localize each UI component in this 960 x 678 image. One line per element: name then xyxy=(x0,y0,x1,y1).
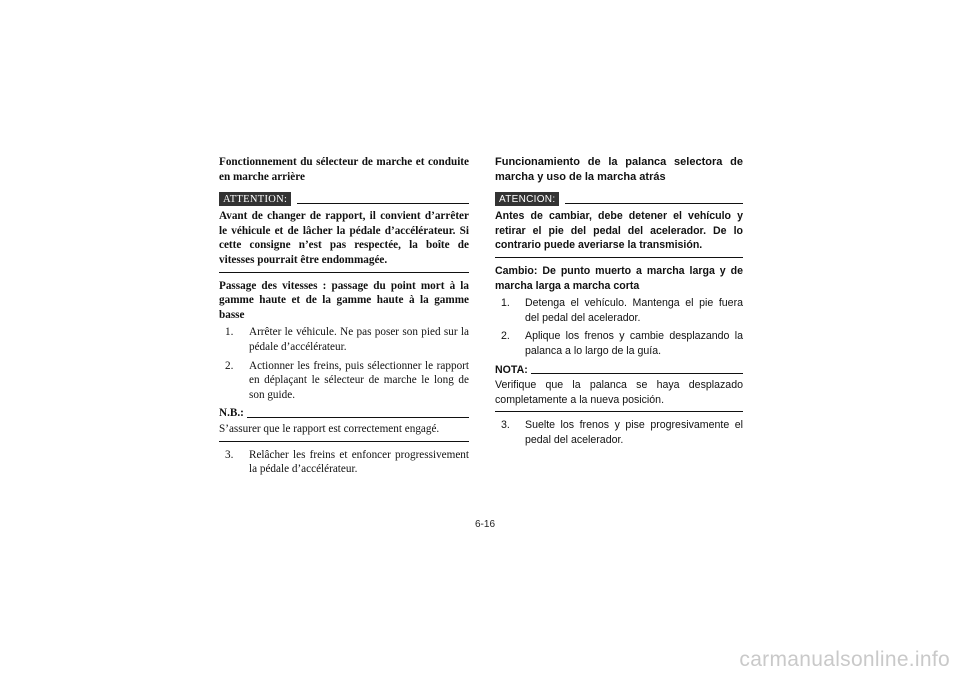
note-text: Verifique que la palanca se haya desplazado completamente a la nueva posición. xyxy=(495,379,743,406)
note-label: N.B.: xyxy=(219,407,244,420)
step-item xyxy=(495,329,743,358)
attention-header xyxy=(219,192,469,206)
section-heading: Fonctionnement du sélecteur de marche et conduite en marche arrière xyxy=(219,156,469,183)
attention-rule xyxy=(297,203,469,204)
step-text: Arrêter le véhicule. Ne pas poser son pied sur la pédale d’accélérateur. xyxy=(249,326,469,353)
note-header xyxy=(219,406,469,421)
note-end-rule xyxy=(219,441,469,442)
note-end-rule xyxy=(495,411,743,412)
page-number: 6-16 xyxy=(474,519,495,530)
attention-header xyxy=(495,192,743,206)
step-text: Actionner les freins, puis sélectionner le rapport en déplaçant le sélecteur de marche le long de son guide. xyxy=(249,359,469,401)
attention-text: Antes de cambiar, debe detener el vehículo y retirar el pie del pedal del acelerador. De lo contrario puede averiarse la transmisión. xyxy=(495,210,743,252)
step-number: 2. xyxy=(501,330,510,343)
step-text: Aplique los frenos y cambie desplazando la palanca a lo largo de la guía. xyxy=(525,330,743,357)
attention-rule xyxy=(565,203,743,204)
step-number: 3. xyxy=(501,419,510,432)
note-rule xyxy=(247,417,469,418)
step-item xyxy=(219,359,469,403)
french-column xyxy=(219,155,469,481)
note-text: S’assurer que le rapport est correctement engagé. xyxy=(219,422,440,435)
step-item xyxy=(219,448,469,477)
procedure-subheading: Passage des vitesses : passage du point mort à la gamme haute et de la gamme haute à la gamme basse xyxy=(219,279,469,321)
step-item xyxy=(219,325,469,354)
step-text: Suelte los frenos y pise progresivamente el pedal del acelerador. xyxy=(525,419,743,446)
step-number: 2. xyxy=(225,359,234,372)
attention-end-rule xyxy=(495,257,743,258)
step-item xyxy=(495,296,743,325)
step-text: Detenga el vehículo. Mantenga el pie fuera del pedal del acelerador. xyxy=(525,297,743,324)
step-number: 3. xyxy=(225,448,234,461)
attention-badge: ATTENTION: xyxy=(219,192,291,206)
section-heading: Funcionamiento de la palanca selectora de marcha y uso de la marcha atrás xyxy=(495,156,743,183)
step-text: Relâcher les freins et enfoncer progressivement la pédale d’accélérateur. xyxy=(249,448,469,476)
attention-text: Avant de changer de rapport, il convient d’arrêter le véhicule et de lâcher la pédale d’accélérateur. Si cette consigne n’est pas respectée, la boîte de vitesses pourrait être endommagée. xyxy=(219,210,469,266)
attention-end-rule xyxy=(219,272,469,273)
spanish-column xyxy=(495,155,743,452)
step-item xyxy=(495,418,743,447)
procedure-subheading: Cambio: De punto muerto a marcha larga y de marcha larga a marcha corta xyxy=(495,264,743,292)
note-header xyxy=(495,363,743,378)
step-number: 1. xyxy=(501,297,510,310)
attention-badge: ATENCION: xyxy=(495,192,559,206)
note-rule xyxy=(531,373,743,374)
watermark: carmanualsonline.info xyxy=(739,648,950,671)
step-number: 1. xyxy=(225,326,234,339)
note-label: NOTA: xyxy=(495,363,528,376)
